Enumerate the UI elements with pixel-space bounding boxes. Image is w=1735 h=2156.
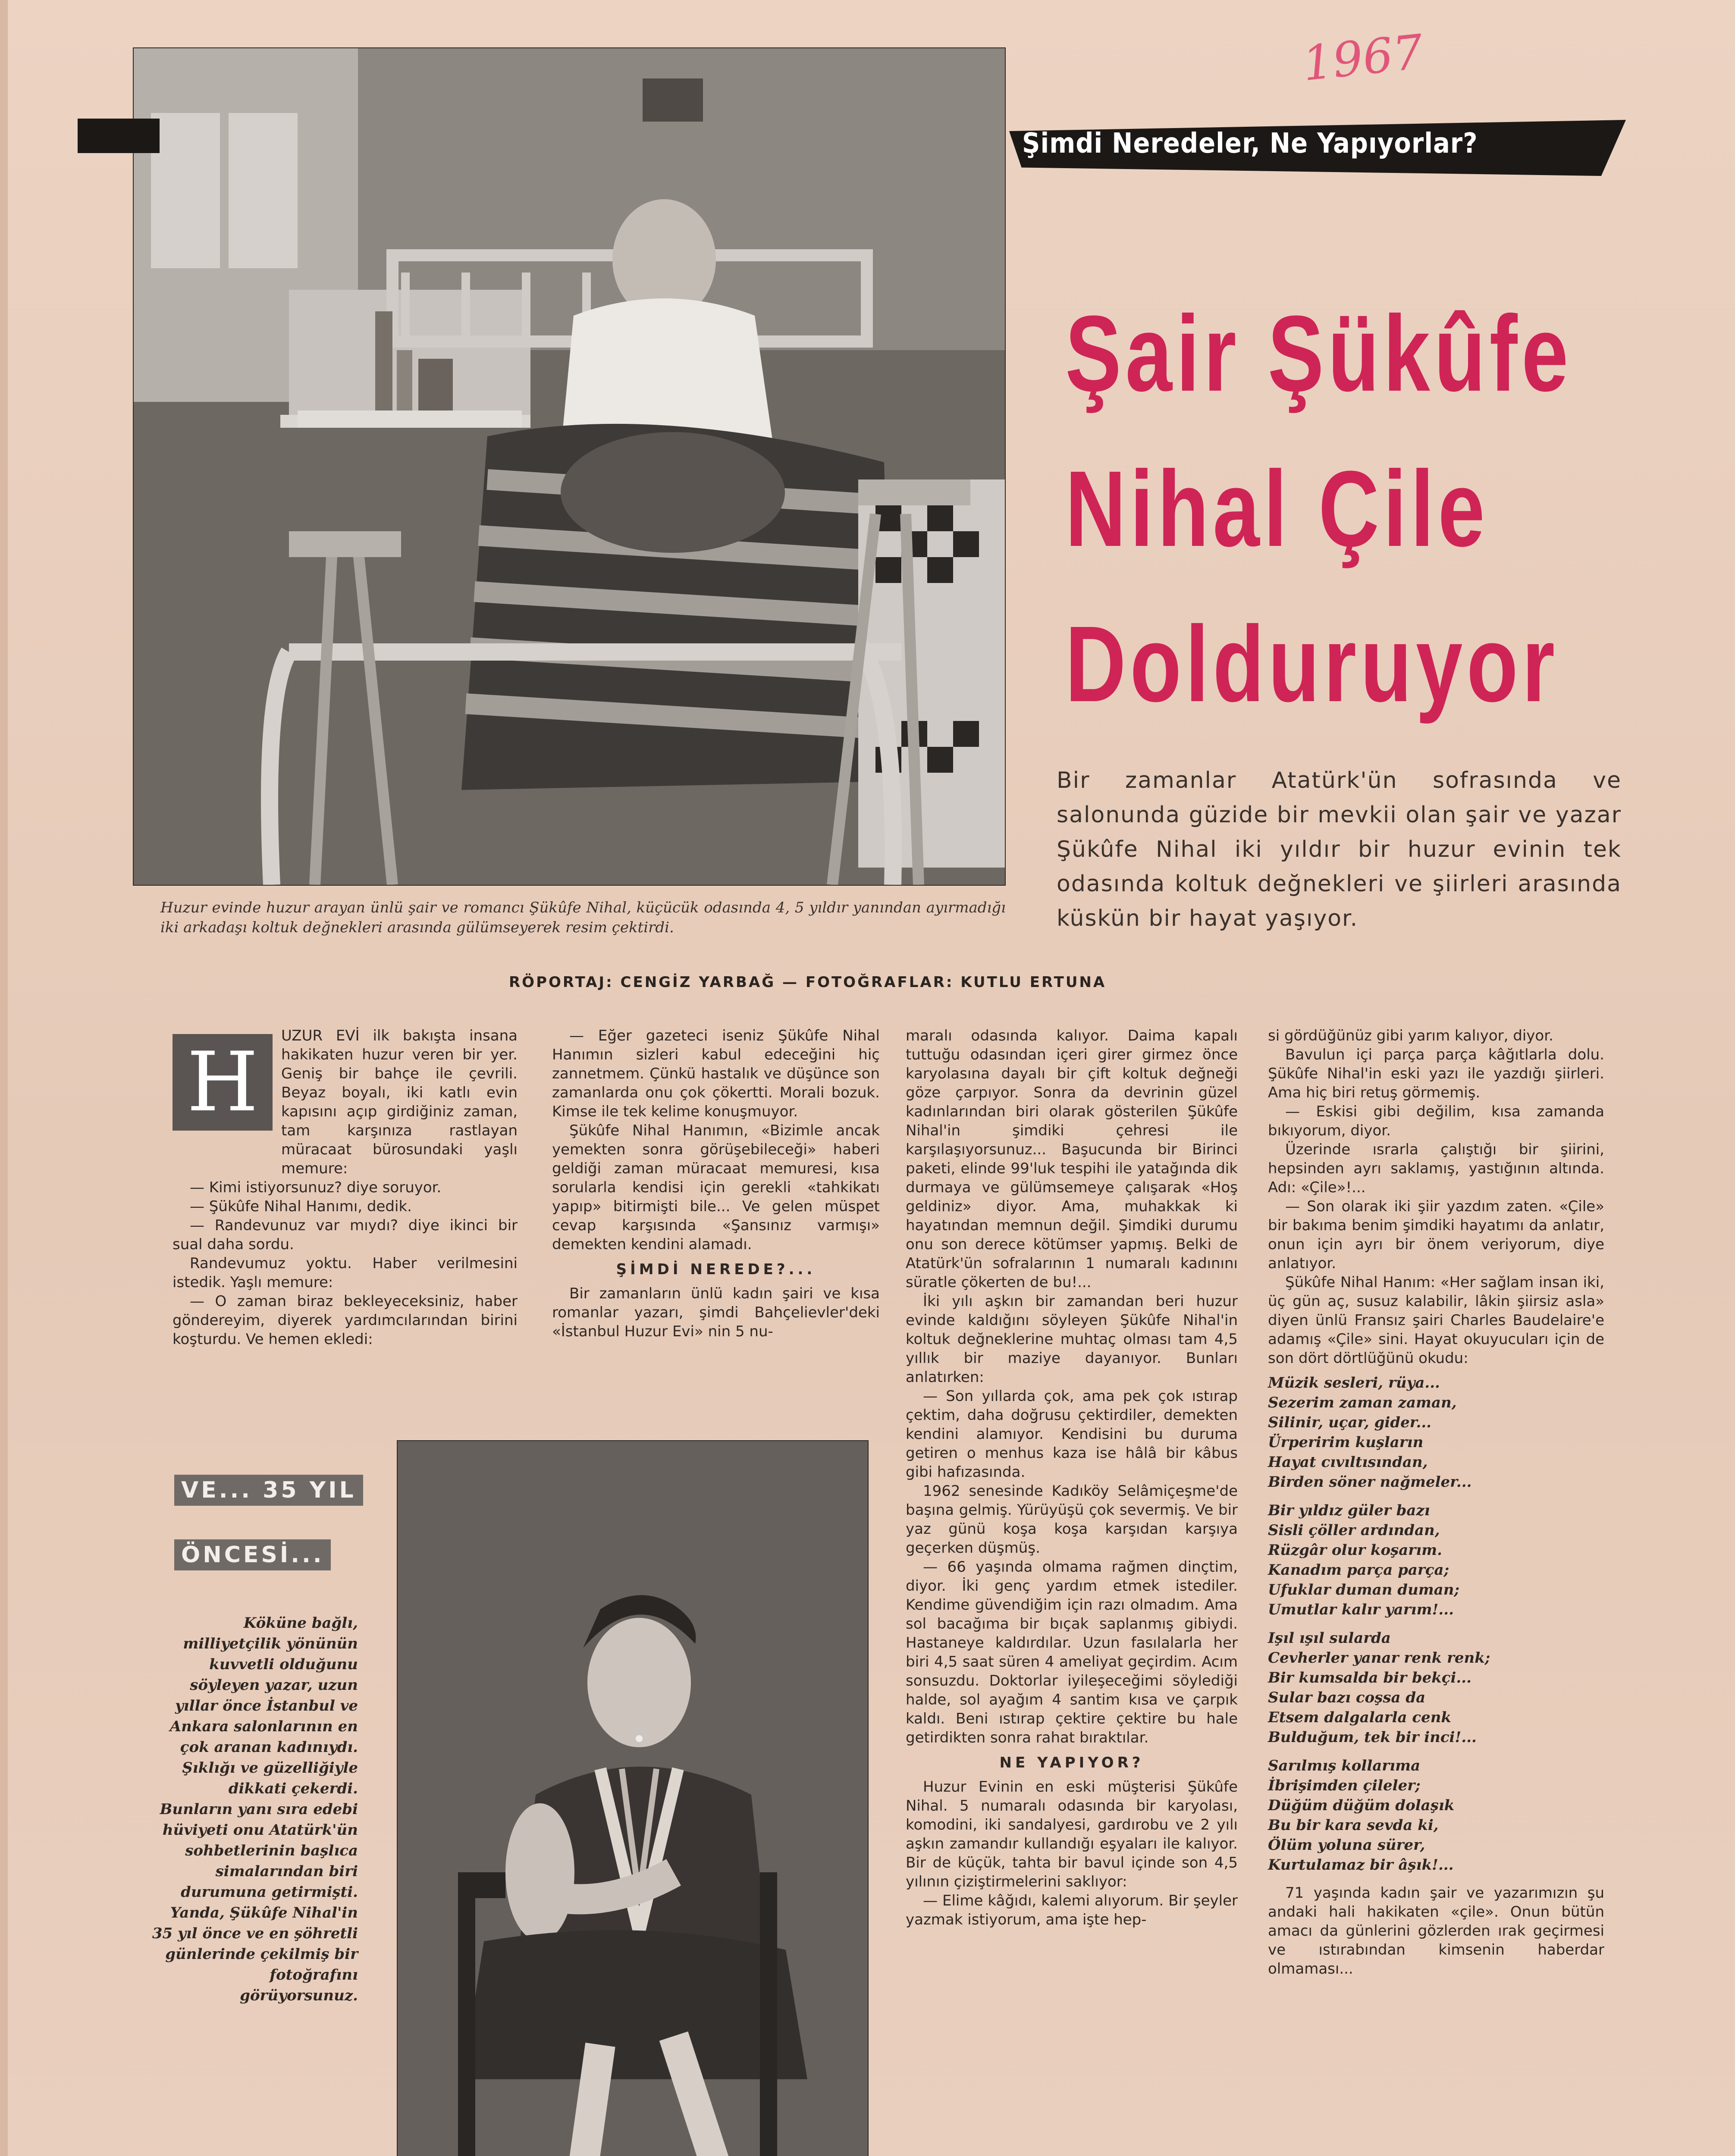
col3-para: — Elime kâğıdı, kalemi alıyorum. Bir şeyler yazmak istiyorum, ama işte hep- — [906, 1892, 1238, 1928]
poem-line: Bulduğum, tek bir inci!... — [1268, 1729, 1477, 1746]
col2-para: — Eğer gazeteci iseniz Şükûfe Nihal Hanımın sizleri kabul edeceğini hiç zannetmem. Çünkü hastalık ve düşünce son zamanlarda onu çok çökertti. Morali bozuk. Kimse ile tek kelime konuşmuyor. — [552, 1027, 880, 1120]
article-column-4 — [1268, 1026, 1604, 1978]
col3-para: — Son yıllarda çok, ama pek çok ıstırap çektim, daha doğrusu çektirdiler, demekten kendini alamıyor. Kendisini bu duruma getiren o menhus kaza ise hâlâ bir kâbus gibi hafızasında. — [906, 1388, 1238, 1481]
sidebar-caption: Köküne bağlı, milliyetçilik yönünün kuvvetli olduğunu söyleyen yazar, uzun yıllar önce İstanbul ve Ankara salonlarının en çok aranan kadınıydı. Şıklığı ve güzelliğiyle dikkati çekerdi. Bunların yanı sıra edebi hüviyeti onu Atatürk'ün sohbetlerinin başlıca simalarından biri durumuna getirmişti. Yanda, Şükûfe Nihal'in 35 yıl önce ve en şöhretli günlerinde çekilmiş bir fotoğrafını görüyorsunuz. — [152, 1614, 358, 2004]
poem-line: Kanadım parça parça; — [1268, 1561, 1449, 1579]
handwritten-year: 1967 — [1300, 24, 1426, 92]
poem-line: Umutlar kalır yarım!... — [1268, 1601, 1454, 1618]
poem-line: Düğüm düğüm dolaşık — [1268, 1797, 1455, 1814]
col3-para: Huzur Evinin en eski müşterisi Şükûfe Nihal. 5 numaralı odasında bir karyolası, komodini, iki sandalyesi, gardırobu ve 2 yılı aşkın zamandır kullandığı eşyaları ile kalıyor. Bir de küçük, tahta bir bavul içinde son 4,5 yılının çiziştirmelerini saklıyor: — [906, 1778, 1238, 1890]
poem-line: Hayat cıvıltısından, — [1268, 1454, 1428, 1471]
poem-line: Sisli çöller ardından, — [1268, 1522, 1440, 1539]
poem-stanza-1 — [1268, 1373, 1604, 1492]
article-column-2 — [552, 1026, 880, 1341]
poem-line: Bir kumsalda bir bekçi... — [1268, 1669, 1471, 1686]
poem-line: Kurtulamaz bir âşık!... — [1268, 1856, 1454, 1874]
poem-line: Silinir, uçar, gider... — [1268, 1414, 1432, 1431]
col4-para: Şükûfe Nihal Hanım: «Her sağlam insan iki, üç gün aç, susuz kalabilir, lâkin şiirsiz asla» diyen ünlü Fransız şairi Charles Baudelaire'e adamış «Çile» sini. Hayat okuyucuları için de son dört dörtlüğünü okudu: — [1268, 1274, 1604, 1367]
poem-line: Birden söner nağmeler... — [1268, 1473, 1472, 1491]
col4-para: — Son olarak iki şiir yazdım zaten. «Çile» bir bakıma benim şimdiki hayatımı da anlatır, onun için ayrı bir önem veriyorum, diye anlatıyor. — [1268, 1198, 1604, 1272]
poem-line: Işıl ışıl sularda — [1268, 1630, 1391, 1647]
bleed-through-text — [1635, 129, 1721, 561]
poem-line: Sarılmış kollarıma — [1268, 1757, 1421, 1774]
kicker-bar-left — [78, 119, 160, 153]
col4-closing: 71 yaşında kadın şair ve yazarımızın şu andaki hali hakikaten «çile». Onun bütün amacı da günlerini gözlerden ırak geçirmesi ve ıstırabından kimsenin haberdar olmaması... — [1268, 1884, 1604, 1977]
col4-para: — Eskisi gibi değilim, kısa zamanda bıkıyorum, diyor. — [1268, 1103, 1604, 1139]
poem-line: Etsem dalgalarla cenk — [1268, 1709, 1451, 1726]
col1-para: — O zaman biraz bekleyeceksiniz, haber göndereyim, diyerek yardımcılarından birini koşturdu. Ve hemen ekledi: — [173, 1293, 518, 1348]
col1-para: Randevumuz yoktu. Haber verilmesini istedik. Yaşlı memure: — [173, 1255, 518, 1291]
col4-para: Üzerinde ısrarla çalıştığı bir şiirini, hepsinden ayrı saklamış, yastığının altında. Adı: «Çile»!... — [1268, 1141, 1604, 1196]
section-heading-simdi-nerede: ŞİMDİ NEREDE?... — [616, 1261, 816, 1278]
poem-line: Sezerim zaman zaman, — [1268, 1394, 1457, 1411]
poem-line: Bu bir kara sevda ki, — [1268, 1817, 1439, 1834]
col1-intro: UZUR EVİ ilk bakışta insana hakikaten huzur veren bir yer. Geniş bir bahçe ile çevrili. Beyaz boyalı, iki katlı evin kapısını açıp girdiğiniz zaman, tam karşınıza rastlayan müracaat bürosundaki yaşlı memure: — [281, 1027, 518, 1177]
headline-line-1: Şair Şükûfe — [1065, 293, 1572, 414]
sidebar-label-1: VE... 35 YIL — [174, 1475, 363, 1506]
byline-credits: RÖPORTAJ: CENGİZ YARBAĞ — FOTOĞRAFLAR: KUTLU ERTUNA — [509, 974, 1107, 991]
col1-para: — Kimi istiyorsunuz? diye soruyor. — [190, 1179, 442, 1196]
col1-para: — Randevunuz var mıydı? diye ikinci bir sual daha sordu. — [173, 1217, 518, 1253]
col3-para: İki yılı aşkın bir zamandan beri huzur evinde kaldığını söyleyen Şükûfe Nihal'in koltuk değneklerine muhtaç olması tam 4,5 yıllık bir maziye dayanıyor. Bunları anlatırken: — [906, 1293, 1238, 1386]
col2-para: Bir zamanların ünlü kadın şairi ve kısa romanlar yazarı, şimdi Bahçelievler'deki «İstanbul Huzur Evi» nin 5 nu- — [552, 1285, 880, 1340]
headline — [1065, 276, 1572, 742]
poem-stanza-2 — [1268, 1501, 1604, 1620]
poem-line: Ürperirim kuşların — [1268, 1434, 1424, 1451]
poem-line: Rüzgâr olur koşarım. — [1268, 1542, 1442, 1559]
poem-line: Bir yıldız güler bazı — [1268, 1502, 1430, 1519]
kicker-title: Şimdi Neredeler, Ne Yapıyorlar? — [1022, 128, 1478, 160]
poem-line: İbrişimden çileler; — [1268, 1777, 1421, 1794]
headline-line-2: Nihal Çile — [1065, 448, 1489, 569]
photo-portrait-35-years-ago — [397, 1440, 869, 2156]
col4-para: Bavulun içi parça parça kâğıtlarla dolu. Şükûfe Nihal'in eski yazı ile yazdığı şiirleri. Ama hiç biri retuş görmemiş. — [1268, 1046, 1604, 1101]
poem-line: Ölüm yoluna sürer, — [1268, 1836, 1425, 1854]
col3-para: 1962 senesinde Kadıköy Selâmiçeşme'de başına gelmiş. Yürüyüşü çok severmiş. Ve bir yaz günü koşa koşa karşıdan karşıya geçerken düşmüş. — [906, 1482, 1238, 1557]
top-photo-caption: Huzur evinde huzur arayan ünlü şair ve romancı Şükûfe Nihal, küçücük odasında 4, 5 yıldır yanından ayırmadığı iki arkadaşı koltuk değnekleri arasında gülümseyerek resim çektirdi. — [160, 899, 1006, 936]
col4-para: si gördüğünüz gibi yarım kalıyor, diyor. — [1268, 1027, 1553, 1044]
section-heading-ne-yapiyor: NE YAPIYOR? — [999, 1754, 1144, 1771]
sidebar-label-2: ÖNCESİ... — [174, 1539, 331, 1570]
photo-bed-with-crutches — [133, 47, 1006, 886]
article-column-3 — [906, 1026, 1238, 1929]
col3-para: — 66 yaşında olmama rağmen dinçtim, diyor. İki genç yardım etmek istediler. Kendime güvendiğim için razı olmadım. Ama sol bacağıma bir bıçak saplanmış gibiydi. Hastaneye kaldırdılar. Uzun fasılalarla her biri 4,5 saat süren 4 ameliyat geçirdim. Acım sonsuzdu. Doktorlar iyileşeceğimi söylediği halde, sol ayağım 4 santim kısa ve çarpık kaldı. Beni ıstırap çektire çektire bu hale getirdikten sonra rahat bıraktılar. — [906, 1558, 1238, 1746]
lede-paragraph: Bir zamanlar Atatürk'ün sofrasında ve salonunda güzide bir mevkii olan şair ve yazar Şükûfe Nihal iki yıldır bir huzur evinin tek odasında koltuk değnekleri ve şiirleri arasında küskün bir hayat yaşıyor. — [1057, 768, 1622, 931]
poem-line: Müzik sesleri, rüya... — [1268, 1374, 1440, 1391]
page-edge — [0, 0, 8, 2156]
poem-line: Ufuklar duman duman; — [1268, 1581, 1460, 1598]
col3-para: maralı odasında kalıyor. Daima kapalı tuttuğu odasından içeri girer girmez önce karyolasına dayalı bir çift koltuk değneği göze çarpıyor. Sonra da devrinin güzel kadınlarından biri olarak gösterilen Şükûfe Nihal'in şimdiki çehresi ile karşılaşıyorsunuz... Başucunda bir Birinci paketi, elinde 99'luk tespihi ile yatağında dik durmaya ve gülümsemeye çalışarak «Hoş geldiniz» diyor. Ama, muhakkak ki hayatından memnun değil. Şimdiki durumu onu son derece kötümser yapmış. Belki de Atatürk'ün sofralarının 1 numaralı kadınını süratle çökerten de bu!... — [906, 1027, 1238, 1291]
col1-para: — Şükûfe Nihal Hanımı, dedik. — [190, 1198, 412, 1215]
headline-line-3: Dolduruyor — [1065, 604, 1559, 724]
article-column-1 — [173, 1026, 518, 1349]
poem-stanza-4 — [1268, 1756, 1604, 1875]
poem-line: Cevherler yanar renk renk; — [1268, 1649, 1490, 1667]
poem-line: Sular bazı coşsa da — [1268, 1689, 1426, 1706]
poem-stanza-3 — [1268, 1628, 1604, 1747]
drop-cap: H — [173, 1034, 273, 1131]
col2-para: Şükûfe Nihal Hanımın, «Bizimle ancak yemekten sonra görüşebileceği» haberi geldiği zaman müracaat memuresi, kısa sorularla kendisi için gerekli «tahkikatı yapıp» bitirmişti bile... Ve gelen müspet cevap karşısında «Şansınız varmışı» demekten kendini alamadı. — [552, 1122, 880, 1253]
